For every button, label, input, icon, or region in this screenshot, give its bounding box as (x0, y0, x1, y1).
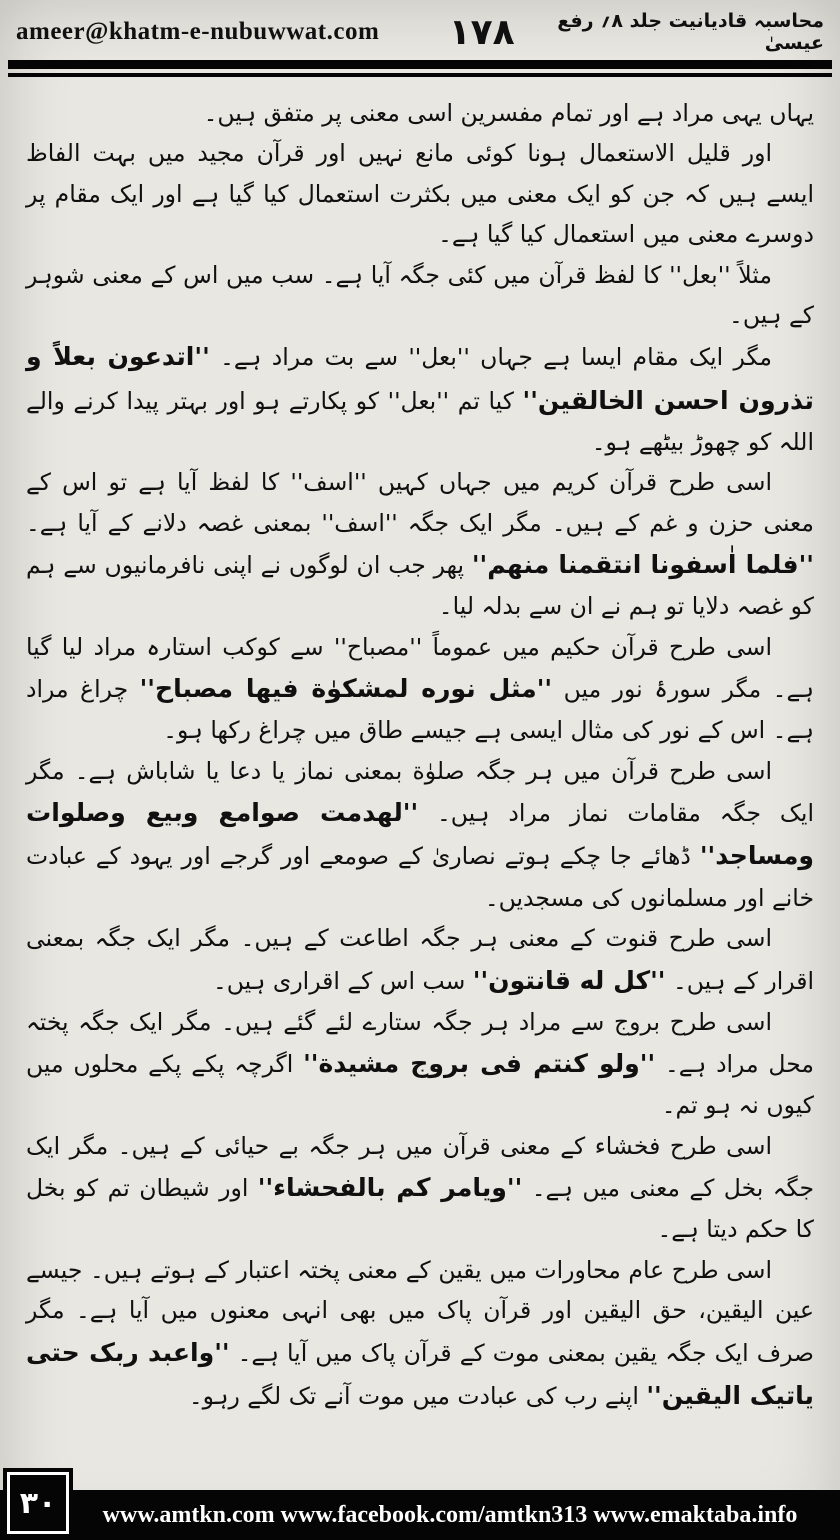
text-segment: اور قلیل الاستعمال ہونا کوئی مانع نہیں اور قرآن مجید میں بہت الفاظ ایسے ہیں کہ جن کو ایک معنی میں بکثرت استعمال کیا گیا ہے اور ایک مقام پر دوسرے معنی میں استعمال کیا گیا ہے۔ (26, 139, 814, 249)
text-segment: اسی طرح بروج سے مراد ہر جگہ ستارے لئے گئے ہیں۔ مگر ایک جگہ پختہ محل مراد ہے۔ (26, 1007, 814, 1079)
text-segment: اگرچہ پکے پکے محلوں میں کیوں نہ ہو تم۔ (26, 1050, 814, 1120)
paragraph (26, 1126, 814, 1250)
paragraph (26, 918, 814, 1002)
header-title: محاسبہ قادیانیت جلد ۸؍ رفع عیسیٰ (557, 10, 824, 54)
text-segment: اسی طرح قرآن میں ہر جگہ صلوٰة بمعنی نماز یا دعا یا شاباش ہے۔ مگر ایک جگہ مقامات نماز مراد ہیں۔ (26, 756, 814, 828)
text-segment: پھر جب ان لوگوں نے اپنی نافرمانیوں سے ہم کو غصہ دلایا تو ہم نے ان سے بدلہ لیا۔ (26, 551, 814, 621)
text-segment: اسی طرح فخشاء کے معنی قرآن میں ہر جگہ بے حیائی کے ہیں۔ مگر ایک جگہ بخل کے معنی میں ہے۔ (26, 1131, 814, 1203)
quran-quote: ''مثل نوره لمشکوٰة فیها مصباح'' (139, 674, 553, 704)
text-segment: اسی طرح قنوت کے معنی ہر جگہ اطاعت کے ہیں۔ مگر ایک جگہ بمعنی اقرار کے ہیں۔ (26, 924, 814, 995)
text-segment: اسی طرح عام محاورات میں یقین کے معنی پختہ اعتبار کے ہوتے ہیں۔ جیسے عین الیقین، حق الیقین اور قرآن پاک میں بھی انہی معنوں میں آیا ہے۔ مگر صرف ایک جگہ یقین بمعنی موت کے قرآن پاک میں آیا ہے۔ (26, 1255, 815, 1367)
paragraph (26, 1250, 814, 1417)
paragraph (26, 627, 814, 751)
text-segment: مگر ایک مقام ایسا ہے جہاں ''بعل'' سے بت مراد ہے۔ (209, 343, 773, 372)
page-footer (0, 1490, 840, 1540)
text-segment: یہاں یہی مراد ہے اور تمام مفسرین اسی معنی پر متفق ہیں۔ (203, 99, 814, 127)
text-segment: اسی طرح قرآن کریم میں جہاں کہیں ''اسف'' کا لفظ آیا ہے تو اس کے معنی حزن و غم کے ہیں۔ مگر ایک جگہ ''اسف'' بمعنی غصہ دلانے کے آیا ہے۔ (26, 468, 814, 537)
page-header (0, 0, 840, 56)
page-body (0, 77, 840, 1417)
quran-quote: ''لهدمت صوامع وبیع وصلوات ومساجد'' (26, 798, 814, 871)
header-rule-divider (8, 60, 832, 77)
paragraph (26, 133, 814, 254)
text-segment: اسی طرح قرآن حکیم میں عموماً ''مصباح'' سے کوکب استارہ مراد لیا گیا ہے۔ مگر سورۂ نور میں (26, 632, 814, 704)
paragraph (26, 751, 814, 918)
paragraph (26, 93, 814, 133)
paragraph (26, 335, 814, 462)
text-segment: سب اس کے اقراری ہیں۔ (212, 966, 473, 995)
quran-quote: ''واعبد ربک حتی یاتیک الیقین'' (26, 1337, 814, 1410)
text-segment: مثلاً ''بعل'' کا لفظ قرآن میں کئی جگہ آیا ہے۔ سب میں اس کے معنی شوہر کے ہیں۔ (26, 260, 814, 330)
text-segment: چراغ مراد ہے۔ اس کے نور کی مثال ایسی ہے جیسے طاق میں چراغ رکھا ہو۔ (26, 675, 814, 745)
quran-quote: ''ولو کنتم فی بروج مشیدة'' (303, 1049, 656, 1079)
quran-quote: ''ویامر کم بالفحشاء'' (257, 1173, 523, 1203)
quran-quote: ''فلما اٰسفونا انتقمنا منهم'' (471, 550, 814, 580)
quran-quote: ''کل له قانتون'' (472, 965, 666, 995)
quran-quote: ''اتدعون بعلاً و تذرون احسن الخالقین'' (26, 342, 814, 415)
text-segment: اور شیطان تم کو بخل کا حکم دیتا ہے۔ (26, 1174, 814, 1244)
text-segment: اپنے رب کی عبادت میں موت آنے تک لگے رہو۔ (188, 1381, 647, 1410)
footer-links: www.amtkn.com www.facebook.com/amtkn313 www.emaktaba.info (102, 1501, 798, 1528)
text-segment: کیا تم ''بعل'' کو پکارتے ہو اور بہتر پیدا کرنے والے اللہ کو چھوڑ بیٹھے ہو۔ (26, 386, 814, 456)
footer-page-number: ۳۰ (7, 1472, 69, 1534)
header-email: ameer@khatm-e-nubuwwat.com (16, 18, 380, 45)
header-page-number: ۱۷۸ (448, 11, 515, 53)
paragraph (26, 462, 814, 626)
text-segment: ڈھائے جا چکے ہوتے نصاریٰ کے صومعے اور گرجے اور یہود کے عبادت خانے اور مسلمانوں کی مسجدیں۔ (26, 842, 814, 912)
paragraph (26, 1002, 814, 1126)
paragraph (26, 255, 814, 336)
